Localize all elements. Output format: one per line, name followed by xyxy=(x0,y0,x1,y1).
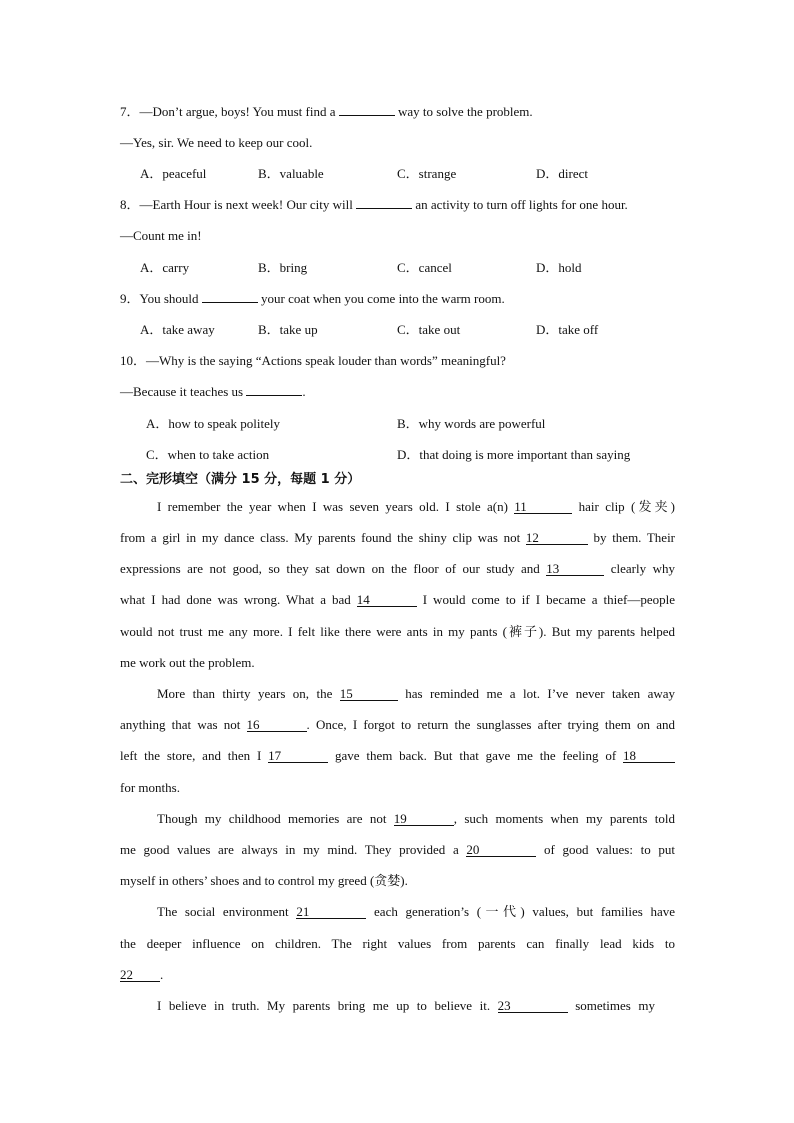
answer-blank xyxy=(339,103,395,116)
blank-18: 18 xyxy=(623,749,675,763)
question-10-reply: —Because it teaches us . xyxy=(120,384,306,399)
blank-17: 17 xyxy=(268,749,328,763)
answer-blank xyxy=(202,290,258,303)
passage-line: expressions are not good, so they sat down on the floor of our study and 13 clearly why xyxy=(120,561,675,576)
passage-line: 22 . xyxy=(120,967,164,982)
passage-line: myself in others’ shoes and to control my greed (贪婪). xyxy=(120,873,408,888)
passage-line: Though my childhood memories are not 19 , such moments when my parents told xyxy=(157,811,676,826)
question-number: 7． xyxy=(120,104,140,119)
answer-blank xyxy=(246,383,302,396)
question-number: 8． xyxy=(120,197,140,212)
passage-line: I remember the year when I was seven years old. I stole a(n) 11 hair clip (发夹) xyxy=(157,499,675,514)
q9-option-c: C．take out xyxy=(397,322,461,337)
q8-option-c: C．cancel xyxy=(397,260,452,275)
q10-option-a: A．how to speak politely xyxy=(146,416,280,431)
q8-option-d: D．hold xyxy=(536,260,582,275)
passage-line: me work out the problem. xyxy=(120,655,255,670)
q7-option-b: B．valuable xyxy=(258,166,324,181)
passage-line: More than thirty years on, the 15 has reminded me a lot. I’ve never taken away xyxy=(157,686,676,701)
blank-19: 19 xyxy=(394,812,454,826)
passage-line: The social environment 21 each generation’s (一代) values, but families have xyxy=(157,904,676,919)
q9-option-d: D．take off xyxy=(536,322,599,337)
blank-12: 12 xyxy=(526,531,588,545)
passage-line: me good values are always in my mind. They provided a 20 of good values: to put xyxy=(120,842,675,857)
q8-option-b: B．bring xyxy=(258,260,308,275)
q9-option-a: A．take away xyxy=(140,322,215,337)
blank-16: 16 xyxy=(247,718,307,732)
passage-line: for months. xyxy=(120,780,180,795)
blank-15: 15 xyxy=(340,687,398,701)
passage-line: what I had done was wrong. What a bad 14 I would come to if I became a thief—people xyxy=(120,592,675,607)
question-10-stem: 10．—Why is the saying “Actions speak louder than words” meaningful? xyxy=(120,353,506,368)
question-number: 10． xyxy=(120,353,147,368)
blank-21: 21 xyxy=(296,905,366,919)
q10-option-c: C．when to take action xyxy=(146,447,270,462)
question-8-stem: 8．—Earth Hour is next week! Our city will an activity to turn off lights for one hour. xyxy=(120,197,628,212)
q10-option-b: B．why words are powerful xyxy=(397,416,546,431)
question-number: 9． xyxy=(120,291,140,306)
passage-line: the deeper influence on children. The right values from parents can finally lead kids to xyxy=(120,936,675,951)
question-9-stem: 9．You should your coat when you come into the warm room. xyxy=(120,291,505,306)
passage-line: anything that was not 16 . Once, I forgot to return the sunglasses after trying them on and xyxy=(120,717,675,732)
section-heading: 二、完形填空（满分 15 分，每题 1 分） xyxy=(120,472,361,487)
blank-20: 20 xyxy=(466,843,536,857)
q10-option-d: D．that doing is more important than saying xyxy=(397,447,631,462)
q7-option-a: A．peaceful xyxy=(140,166,207,181)
blank-11: 11 xyxy=(514,500,572,514)
passage-line: would not trust me any more. I felt like there were ants in my pants (裤子). But my parents helped xyxy=(120,624,675,639)
q9-option-b: B．take up xyxy=(258,322,318,337)
blank-14: 14 xyxy=(357,593,417,607)
passage-line: left the store, and then I 17 gave them back. But that gave me the feeling of 18 xyxy=(120,747,675,765)
q7-option-c: C．strange xyxy=(397,166,457,181)
passage-line: I believe in truth. My parents bring me up to believe it. 23 sometimes my xyxy=(157,998,656,1013)
blank-23: 23 xyxy=(498,999,568,1013)
q8-option-a: A．carry xyxy=(140,260,190,275)
answer-blank xyxy=(356,196,412,209)
question-7-stem: 7．—Don’t argue, boys! You must find a way to solve the problem. xyxy=(120,104,533,119)
question-7-reply: —Yes, sir. We need to keep our cool. xyxy=(120,135,313,150)
q7-option-d: D．direct xyxy=(536,166,588,181)
passage-line: from a girl in my dance class. My parents found the shiny clip was not 12 by them. Their xyxy=(120,530,676,545)
question-8-reply: —Count me in! xyxy=(120,228,202,243)
blank-22: 22 xyxy=(120,968,160,982)
blank-13: 13 xyxy=(546,562,604,576)
